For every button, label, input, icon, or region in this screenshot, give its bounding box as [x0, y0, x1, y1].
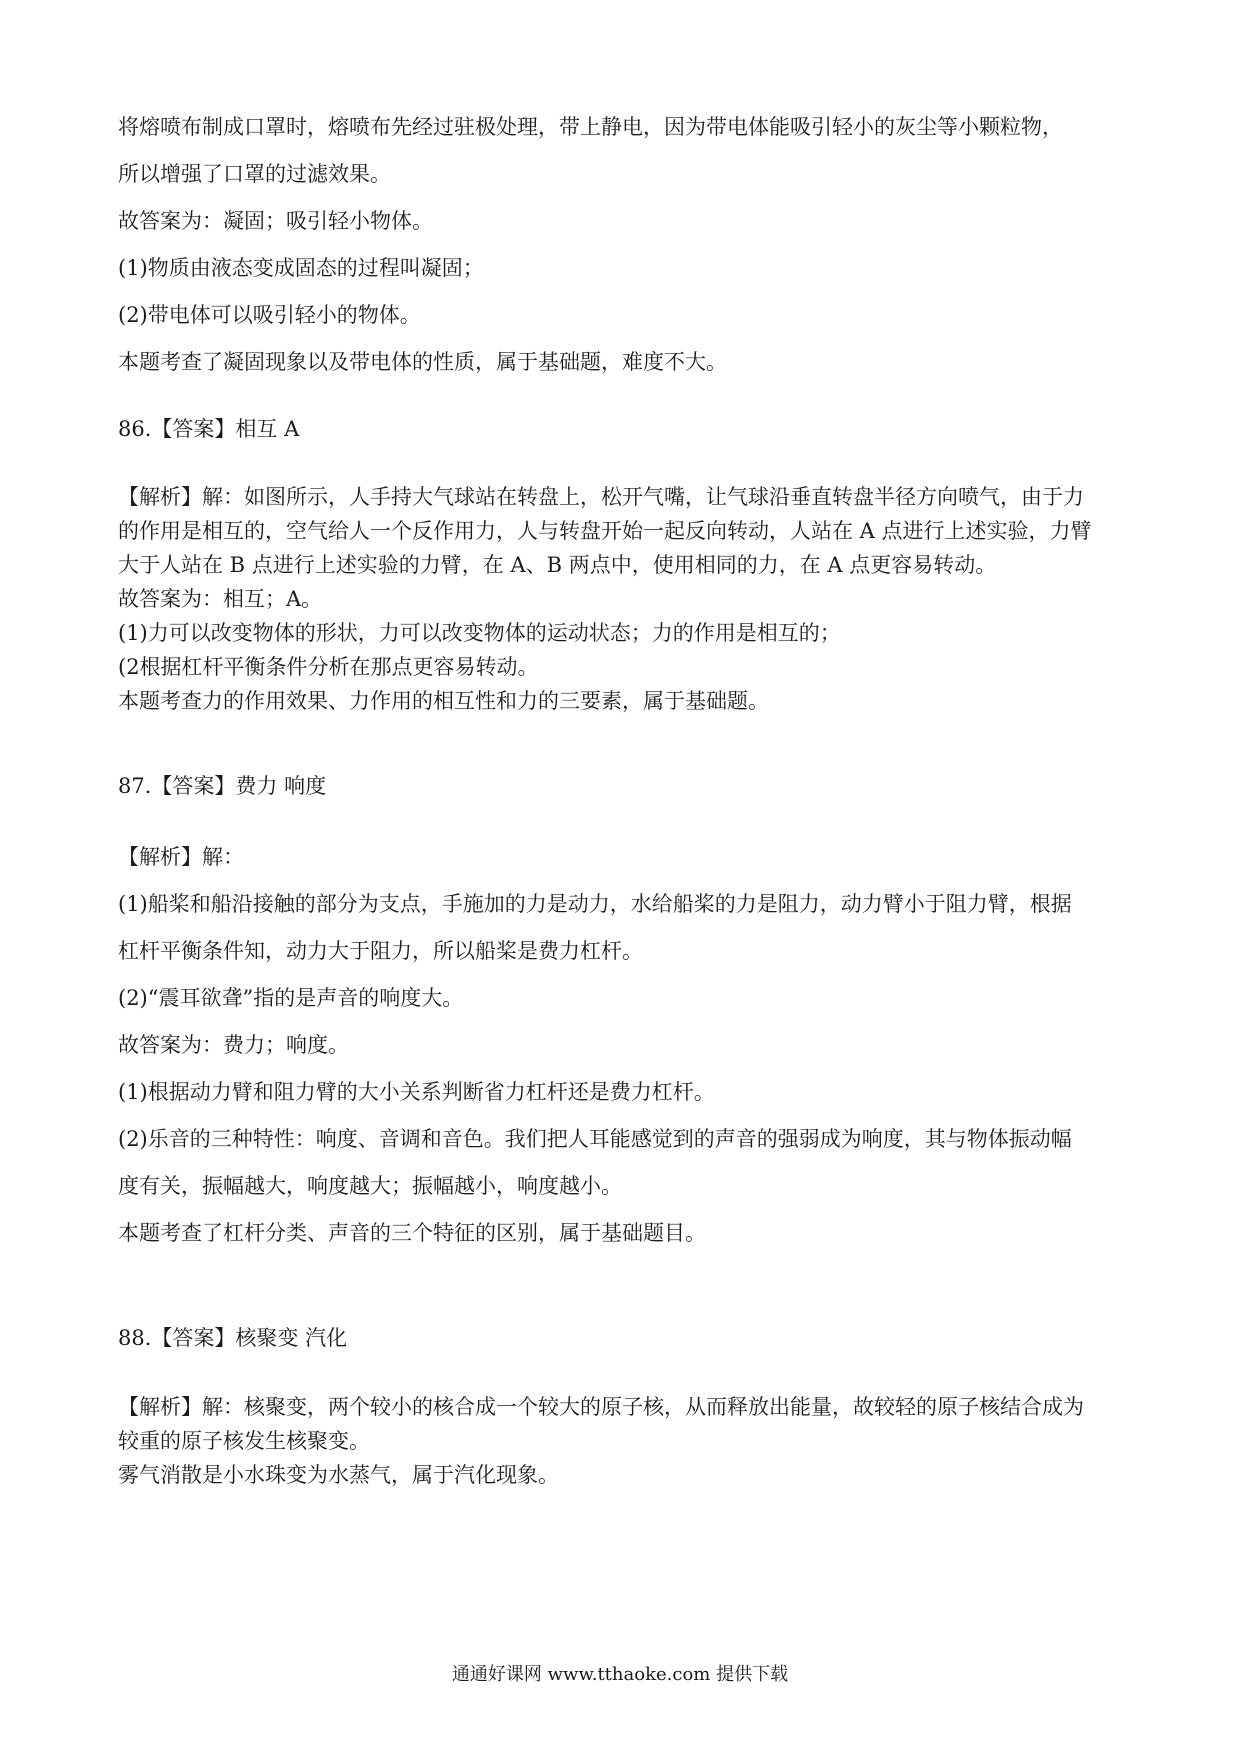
explanation-point: (1)根据动力臂和阻力臂的大小关系判断省力杠杆还是费力杠杆。 [118, 1080, 715, 1104]
analysis-line: 雾气消散是小水珠变为水蒸气，属于汽化现象。 [118, 1463, 559, 1487]
analysis-line: 的作用是相互的，空气给人一个反作用力，人与转盘开始一起反向转动，人站在 A 点进行上述实验，力臂 [118, 519, 1092, 543]
analysis-line: 杠杆平衡条件知，动力大于阻力，所以船桨是费力杠杆。 [118, 939, 643, 963]
page-footer: 通通好课网 www.tthaoke.com 提供下载 [451, 1664, 789, 1685]
answer-summary: 故答案为：相互；A。 [118, 587, 323, 611]
analysis-line: 较重的原子核发生核聚变。 [118, 1429, 370, 1453]
paragraph-line: 所以增强了口罩的过滤效果。 [118, 162, 391, 186]
analysis-heading: 【解析】解： [118, 845, 244, 869]
review-note: 本题考查力的作用效果、力作用的相互性和力的三要素，属于基础题。 [118, 689, 769, 713]
explanation-point: (1)物质由液态变成固态的过程叫凝固； [118, 256, 484, 280]
analysis-line: 【解析】解：如图所示，人手持大气球站在转盘上，松开气嘴，让气球沿垂直转盘半径方向喷气，由于力 [118, 485, 1084, 509]
explanation-point: (2根据杠杆平衡条件分析在那点更容易转动。 [118, 655, 539, 679]
answer-heading-87: 87.【答案】费力 响度 [118, 774, 327, 798]
analysis-line: (2)“震耳欲聋”指的是声音的响度大。 [118, 986, 464, 1010]
explanation-point: (1)力可以改变物体的形状，力可以改变物体的运动状态；力的作用是相互的； [118, 621, 841, 645]
paragraph-line: 将熔喷布制成口罩时，熔喷布先经过驻极处理，带上静电，因为带电体能吸引轻小的灰尘等小颗粒物， [118, 115, 1063, 139]
answer-heading-88: 88.【答案】核聚变 汽化 [118, 1326, 348, 1350]
answer-heading-86: 86.【答案】相互 A [118, 417, 300, 441]
answer-summary: 故答案为：费力；响度。 [118, 1033, 349, 1057]
explanation-point: (2)带电体可以吸引轻小的物体。 [118, 303, 421, 327]
review-note: 本题考查了凝固现象以及带电体的性质，属于基础题，难度不大。 [118, 350, 727, 374]
analysis-line: 【解析】解：核聚变，两个较小的核合成一个较大的原子核，从而释放出能量，故较轻的原子核结合成为 [118, 1395, 1084, 1419]
review-note: 本题考查了杠杆分类、声音的三个特征的区别，属于基础题目。 [118, 1221, 706, 1245]
analysis-line: (1)船桨和船沿接触的部分为支点，手施加的力是动力，水给船桨的力是阻力，动力臂小于阻力臂，根据 [118, 892, 1072, 916]
answer-summary: 故答案为：凝固；吸引轻小物体。 [118, 209, 433, 233]
explanation-point: 度有关，振幅越大，响度越大；振幅越小，响度越小。 [118, 1174, 622, 1198]
analysis-line: 大于人站在 B 点进行上述实验的力臂，在 A、B 两点中，使用相同的力，在 A 点更容易转动。 [118, 553, 997, 577]
explanation-point: (2)乐音的三种特性：响度、音调和音色。我们把人耳能感觉到的声音的强弱成为响度，其与物体振动幅 [118, 1127, 1072, 1151]
